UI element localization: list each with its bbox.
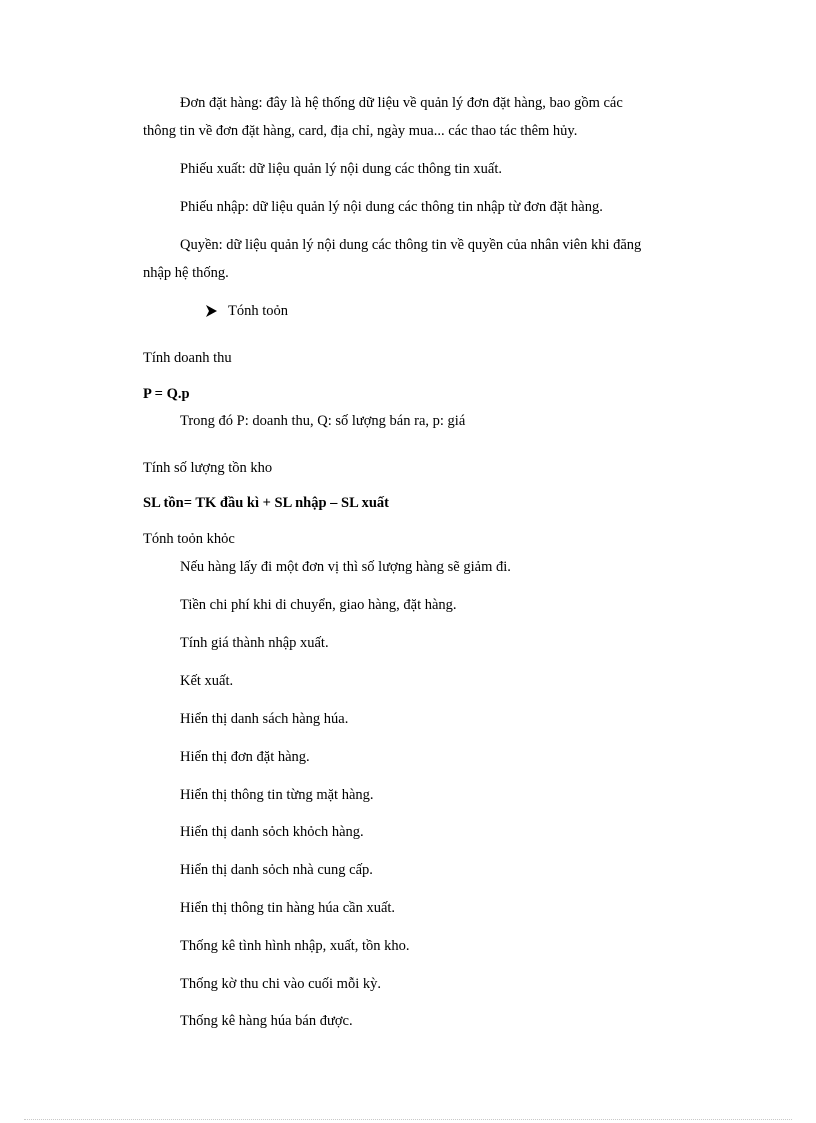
revenue-explanation: Trong đó P: doanh thu, Q: số lượng bán ra, p: giá <box>180 413 466 429</box>
paragraph-quyen-line-1: Quyền: dữ liệu quản lý nội dung các thông tin về quyền của nhân viên khi đăng <box>180 237 642 253</box>
paragraph-phieu-xuat: Phiếu xuất: dữ liệu quản lý nội dung các thông tin xuất. <box>180 161 502 177</box>
stock-formula: SL tồn= TK đầu kì + SL nhập – SL xuất <box>143 495 389 511</box>
other-item: Thống kờ thu chi vào cuối mỗi kỳ. <box>180 976 381 992</box>
paragraph-quyen-line-2: nhập hệ thống. <box>143 265 229 281</box>
other-item: Tính giá thành nhập xuất. <box>180 635 329 651</box>
other-item: Tiền chi phí khi di chuyển, giao hàng, đặt hàng. <box>180 597 457 613</box>
revenue-heading: Tính doanh thu <box>143 350 232 366</box>
bullet-heading-text: Tónh toỏn <box>228 303 289 319</box>
paragraph-don-dat-hang-line-1: Đơn đặt hàng: đây là hệ thống dữ liệu về quản lý đơn đặt hàng, bao gồm các <box>180 95 623 111</box>
other-item: Hiển thị danh sỏch nhà cung cấp. <box>180 862 373 878</box>
stock-heading: Tính số lượng tồn kho <box>143 460 273 476</box>
other-item: Hiển thị danh sách hàng húa. <box>180 711 349 727</box>
other-item: Nếu hàng lấy đi một đơn vị thì số lượng hàng sẽ giảm đi. <box>180 559 511 575</box>
page-bottom-divider <box>24 1119 792 1120</box>
arrow-bullet-icon <box>205 304 218 318</box>
other-item: Hiển thị thông tin từng mặt hàng. <box>180 787 374 803</box>
bullet-heading <box>205 302 288 320</box>
other-item: Kết xuất. <box>180 673 234 689</box>
paragraph-don-dat-hang-line-2: thông tin về đơn đặt hàng, card, địa chỉ, ngày mua... các thao tác thêm hủy. <box>143 123 578 139</box>
revenue-formula: P = Q.p <box>143 386 190 402</box>
other-item: Thống kê hàng húa bán được. <box>180 1013 353 1029</box>
other-item: Thống kê tình hình nhập, xuất, tồn kho. <box>180 938 410 954</box>
other-item: Hiển thị danh sỏch khỏch hàng. <box>180 824 364 840</box>
other-item: Hiển thị thông tin hàng húa cần xuất. <box>180 900 396 916</box>
other-item: Hiển thị đơn đặt hàng. <box>180 749 310 765</box>
paragraph-phieu-nhap: Phiếu nhập: dữ liệu quản lý nội dung các thông tin nhập từ đơn đặt hàng. <box>180 199 603 215</box>
other-heading: Tónh toỏn khỏc <box>143 531 235 547</box>
